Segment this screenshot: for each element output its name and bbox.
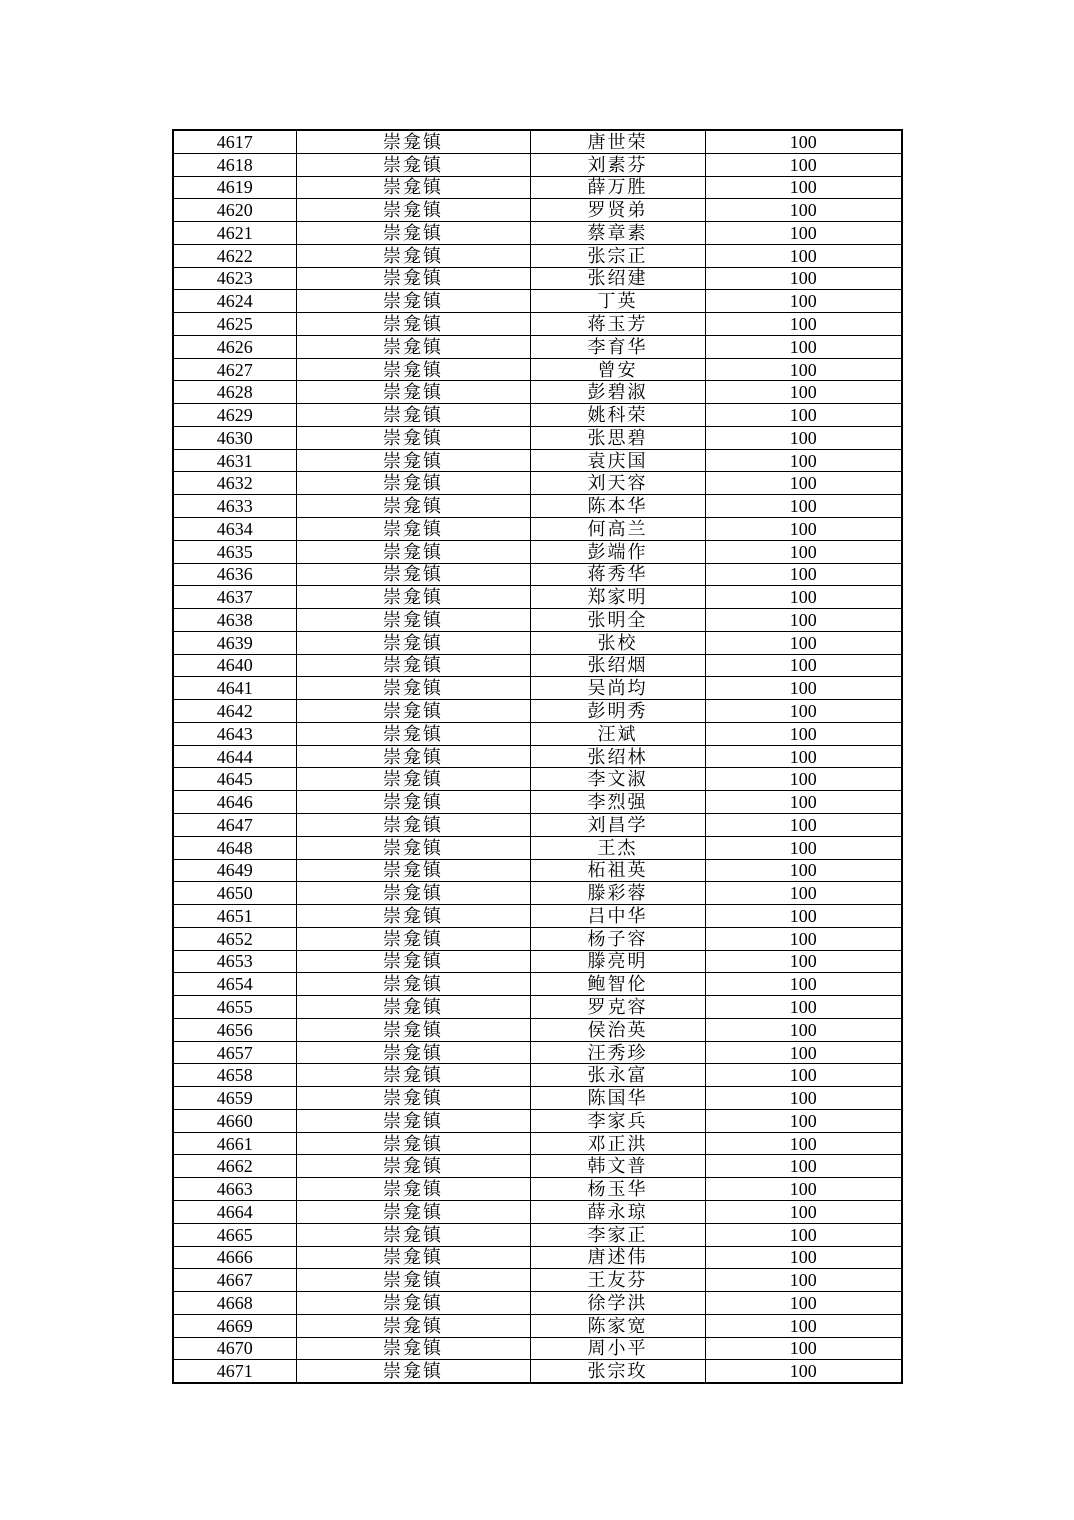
table-row [173,1246,902,1269]
row-number-cell: 4617 [173,130,296,153]
table-row [173,677,902,700]
town-cell: 崇龛镇 [296,609,530,632]
row-number-cell: 4635 [173,540,296,563]
table-row [173,176,902,199]
name-cell: 罗贤弟 [530,199,705,222]
row-number-cell: 4647 [173,813,296,836]
table-row [173,745,902,768]
amount-cell: 100 [705,267,902,290]
row-number-cell: 4651 [173,905,296,928]
amount-cell: 100 [705,882,902,905]
amount-cell: 100 [705,130,902,153]
town-cell: 崇龛镇 [296,495,530,518]
town-cell: 崇龛镇 [296,518,530,541]
row-number-cell: 4644 [173,745,296,768]
name-cell: 吕中华 [530,905,705,928]
name-cell: 滕彩蓉 [530,882,705,905]
name-cell: 刘昌学 [530,813,705,836]
row-number-cell: 4633 [173,495,296,518]
amount-cell: 100 [705,176,902,199]
table-row [173,1200,902,1223]
amount-cell: 100 [705,1041,902,1064]
name-cell: 张明全 [530,609,705,632]
table-row [173,654,902,677]
table-row [173,244,902,267]
row-number-cell: 4662 [173,1155,296,1178]
table-row [173,1269,902,1292]
row-number-cell: 4655 [173,996,296,1019]
name-cell: 侯治英 [530,1018,705,1041]
name-cell: 杨子容 [530,927,705,950]
row-number-cell: 4666 [173,1246,296,1269]
name-cell: 周小平 [530,1337,705,1360]
name-cell: 张宗正 [530,244,705,267]
row-number-cell: 4664 [173,1200,296,1223]
row-number-cell: 4639 [173,631,296,654]
row-number-cell: 4621 [173,222,296,245]
name-cell: 罗克容 [530,996,705,1019]
amount-cell: 100 [705,1132,902,1155]
town-cell: 崇龛镇 [296,631,530,654]
row-number-cell: 4652 [173,927,296,950]
table-row [173,153,902,176]
table-row [173,267,902,290]
row-number-cell: 4636 [173,563,296,586]
row-number-cell: 4657 [173,1041,296,1064]
name-cell: 李家兵 [530,1109,705,1132]
table-row [173,518,902,541]
amount-cell: 100 [705,745,902,768]
amount-cell: 100 [705,609,902,632]
amount-cell: 100 [705,654,902,677]
row-number-cell: 4630 [173,426,296,449]
town-cell: 崇龛镇 [296,404,530,427]
town-cell: 崇龛镇 [296,905,530,928]
name-cell: 滕亮明 [530,950,705,973]
amount-cell: 100 [705,426,902,449]
town-cell: 崇龛镇 [296,1178,530,1201]
table-row [173,973,902,996]
town-cell: 崇龛镇 [296,791,530,814]
row-number-cell: 4640 [173,654,296,677]
town-cell: 崇龛镇 [296,1269,530,1292]
town-cell: 崇龛镇 [296,1360,530,1383]
row-number-cell: 4669 [173,1314,296,1337]
row-number-cell: 4648 [173,836,296,859]
row-number-cell: 4668 [173,1292,296,1315]
row-number-cell: 4667 [173,1269,296,1292]
town-cell: 崇龛镇 [296,927,530,950]
town-cell: 崇龛镇 [296,1041,530,1064]
table-row [173,1360,902,1383]
table-row [173,996,902,1019]
table-row [173,791,902,814]
table-row [173,927,902,950]
name-cell: 张思碧 [530,426,705,449]
table-row [173,1223,902,1246]
town-cell: 崇龛镇 [296,1314,530,1337]
amount-cell: 100 [705,518,902,541]
town-cell: 崇龛镇 [296,1109,530,1132]
town-cell: 崇龛镇 [296,358,530,381]
name-cell: 薛永琼 [530,1200,705,1223]
amount-cell: 100 [705,199,902,222]
name-cell: 蒋玉芳 [530,313,705,336]
amount-cell: 100 [705,1314,902,1337]
town-cell: 崇龛镇 [296,313,530,336]
amount-cell: 100 [705,381,902,404]
row-number-cell: 4653 [173,950,296,973]
amount-cell: 100 [705,631,902,654]
table-row [173,586,902,609]
amount-cell: 100 [705,1246,902,1269]
town-cell: 崇龛镇 [296,199,530,222]
name-cell: 蔡章素 [530,222,705,245]
row-number-cell: 4625 [173,313,296,336]
table-row [173,1018,902,1041]
row-number-cell: 4646 [173,791,296,814]
town-cell: 崇龛镇 [296,813,530,836]
roster-table-body [173,130,902,1383]
town-cell: 崇龛镇 [296,1064,530,1087]
name-cell: 杨玉华 [530,1178,705,1201]
row-number-cell: 4654 [173,973,296,996]
name-cell: 薛万胜 [530,176,705,199]
row-number-cell: 4624 [173,290,296,313]
town-cell: 崇龛镇 [296,996,530,1019]
row-number-cell: 4631 [173,449,296,472]
town-cell: 崇龛镇 [296,540,530,563]
row-number-cell: 4620 [173,199,296,222]
table-row [173,130,902,153]
town-cell: 崇龛镇 [296,1223,530,1246]
town-cell: 崇龛镇 [296,222,530,245]
row-number-cell: 4623 [173,267,296,290]
amount-cell: 100 [705,1360,902,1383]
amount-cell: 100 [705,153,902,176]
amount-cell: 100 [705,813,902,836]
town-cell: 崇龛镇 [296,130,530,153]
amount-cell: 100 [705,700,902,723]
table-row [173,905,902,928]
table-row [173,1292,902,1315]
town-cell: 崇龛镇 [296,586,530,609]
amount-cell: 100 [705,495,902,518]
town-cell: 崇龛镇 [296,449,530,472]
row-number-cell: 4663 [173,1178,296,1201]
table-row [173,449,902,472]
table-row [173,1155,902,1178]
amount-cell: 100 [705,290,902,313]
table-row [173,335,902,358]
amount-cell: 100 [705,905,902,928]
table-row [173,1178,902,1201]
name-cell: 唐述伟 [530,1246,705,1269]
table-row [173,495,902,518]
table-row [173,859,902,882]
row-number-cell: 4622 [173,244,296,267]
roster-table [172,129,903,1384]
name-cell: 张校 [530,631,705,654]
name-cell: 李文淑 [530,768,705,791]
table-row [173,1132,902,1155]
amount-cell: 100 [705,1155,902,1178]
amount-cell: 100 [705,313,902,336]
town-cell: 崇龛镇 [296,1200,530,1223]
row-number-cell: 4670 [173,1337,296,1360]
town-cell: 崇龛镇 [296,722,530,745]
town-cell: 崇龛镇 [296,677,530,700]
table-row [173,358,902,381]
row-number-cell: 4650 [173,882,296,905]
name-cell: 王杰 [530,836,705,859]
table-row [173,1314,902,1337]
table-row [173,1041,902,1064]
town-cell: 崇龛镇 [296,381,530,404]
amount-cell: 100 [705,1178,902,1201]
table-row [173,563,902,586]
name-cell: 吴尚均 [530,677,705,700]
name-cell: 汪斌 [530,722,705,745]
amount-cell: 100 [705,836,902,859]
name-cell: 丁英 [530,290,705,313]
town-cell: 崇龛镇 [296,153,530,176]
amount-cell: 100 [705,722,902,745]
town-cell: 崇龛镇 [296,859,530,882]
town-cell: 崇龛镇 [296,950,530,973]
town-cell: 崇龛镇 [296,1018,530,1041]
town-cell: 崇龛镇 [296,1292,530,1315]
row-number-cell: 4637 [173,586,296,609]
name-cell: 彭端作 [530,540,705,563]
name-cell: 彭碧淑 [530,381,705,404]
table-row [173,950,902,973]
table-row [173,381,902,404]
town-cell: 崇龛镇 [296,1155,530,1178]
table-row [173,836,902,859]
row-number-cell: 4632 [173,472,296,495]
name-cell: 郑家明 [530,586,705,609]
name-cell: 陈国华 [530,1087,705,1110]
name-cell: 张绍烟 [530,654,705,677]
name-cell: 张永富 [530,1064,705,1087]
row-number-cell: 4656 [173,1018,296,1041]
amount-cell: 100 [705,1269,902,1292]
name-cell: 曾安 [530,358,705,381]
name-cell: 陈本华 [530,495,705,518]
amount-cell: 100 [705,973,902,996]
town-cell: 崇龛镇 [296,882,530,905]
row-number-cell: 4665 [173,1223,296,1246]
name-cell: 汪秀珍 [530,1041,705,1064]
name-cell: 王友芬 [530,1269,705,1292]
table-row [173,1109,902,1132]
name-cell: 李家正 [530,1223,705,1246]
table-row [173,768,902,791]
town-cell: 崇龛镇 [296,335,530,358]
town-cell: 崇龛镇 [296,768,530,791]
row-number-cell: 4659 [173,1087,296,1110]
amount-cell: 100 [705,768,902,791]
amount-cell: 100 [705,1200,902,1223]
name-cell: 张宗玫 [530,1360,705,1383]
row-number-cell: 4628 [173,381,296,404]
amount-cell: 100 [705,335,902,358]
amount-cell: 100 [705,358,902,381]
table-row [173,882,902,905]
row-number-cell: 4661 [173,1132,296,1155]
amount-cell: 100 [705,1064,902,1087]
town-cell: 崇龛镇 [296,1246,530,1269]
town-cell: 崇龛镇 [296,244,530,267]
town-cell: 崇龛镇 [296,176,530,199]
town-cell: 崇龛镇 [296,1087,530,1110]
table-row [173,813,902,836]
table-row [173,1064,902,1087]
amount-cell: 100 [705,1109,902,1132]
town-cell: 崇龛镇 [296,1132,530,1155]
amount-cell: 100 [705,540,902,563]
town-cell: 崇龛镇 [296,426,530,449]
row-number-cell: 4671 [173,1360,296,1383]
table-row [173,222,902,245]
row-number-cell: 4658 [173,1064,296,1087]
name-cell: 彭明秀 [530,700,705,723]
row-number-cell: 4642 [173,700,296,723]
amount-cell: 100 [705,927,902,950]
name-cell: 刘素芬 [530,153,705,176]
amount-cell: 100 [705,1223,902,1246]
name-cell: 徐学洪 [530,1292,705,1315]
name-cell: 柘祖英 [530,859,705,882]
name-cell: 鲍智伦 [530,973,705,996]
amount-cell: 100 [705,404,902,427]
town-cell: 崇龛镇 [296,290,530,313]
town-cell: 崇龛镇 [296,700,530,723]
name-cell: 张绍林 [530,745,705,768]
town-cell: 崇龛镇 [296,563,530,586]
table-row [173,472,902,495]
amount-cell: 100 [705,791,902,814]
amount-cell: 100 [705,677,902,700]
name-cell: 唐世荣 [530,130,705,153]
town-cell: 崇龛镇 [296,267,530,290]
name-cell: 李育华 [530,335,705,358]
amount-cell: 100 [705,1337,902,1360]
amount-cell: 100 [705,1087,902,1110]
name-cell: 陈家宽 [530,1314,705,1337]
amount-cell: 100 [705,1292,902,1315]
amount-cell: 100 [705,859,902,882]
table-row [173,1337,902,1360]
amount-cell: 100 [705,449,902,472]
name-cell: 张绍建 [530,267,705,290]
name-cell: 刘天容 [530,472,705,495]
name-cell: 韩文普 [530,1155,705,1178]
name-cell: 李烈强 [530,791,705,814]
table-row [173,631,902,654]
name-cell: 邓正洪 [530,1132,705,1155]
table-row [173,404,902,427]
name-cell: 蒋秀华 [530,563,705,586]
table-row [173,426,902,449]
name-cell: 姚科荣 [530,404,705,427]
town-cell: 崇龛镇 [296,1337,530,1360]
table-row [173,313,902,336]
row-number-cell: 4619 [173,176,296,199]
row-number-cell: 4634 [173,518,296,541]
amount-cell: 100 [705,996,902,1019]
amount-cell: 100 [705,586,902,609]
town-cell: 崇龛镇 [296,836,530,859]
name-cell: 何高兰 [530,518,705,541]
table-row [173,609,902,632]
row-number-cell: 4643 [173,722,296,745]
row-number-cell: 4627 [173,358,296,381]
table-row [173,700,902,723]
table-row [173,1087,902,1110]
row-number-cell: 4649 [173,859,296,882]
row-number-cell: 4660 [173,1109,296,1132]
row-number-cell: 4645 [173,768,296,791]
row-number-cell: 4638 [173,609,296,632]
row-number-cell: 4618 [173,153,296,176]
table-row [173,540,902,563]
amount-cell: 100 [705,950,902,973]
row-number-cell: 4626 [173,335,296,358]
table-row [173,290,902,313]
amount-cell: 100 [705,1018,902,1041]
town-cell: 崇龛镇 [296,654,530,677]
amount-cell: 100 [705,472,902,495]
amount-cell: 100 [705,563,902,586]
table-row [173,722,902,745]
town-cell: 崇龛镇 [296,745,530,768]
row-number-cell: 4641 [173,677,296,700]
row-number-cell: 4629 [173,404,296,427]
amount-cell: 100 [705,222,902,245]
town-cell: 崇龛镇 [296,472,530,495]
town-cell: 崇龛镇 [296,973,530,996]
name-cell: 袁庆国 [530,449,705,472]
amount-cell: 100 [705,244,902,267]
table-row [173,199,902,222]
